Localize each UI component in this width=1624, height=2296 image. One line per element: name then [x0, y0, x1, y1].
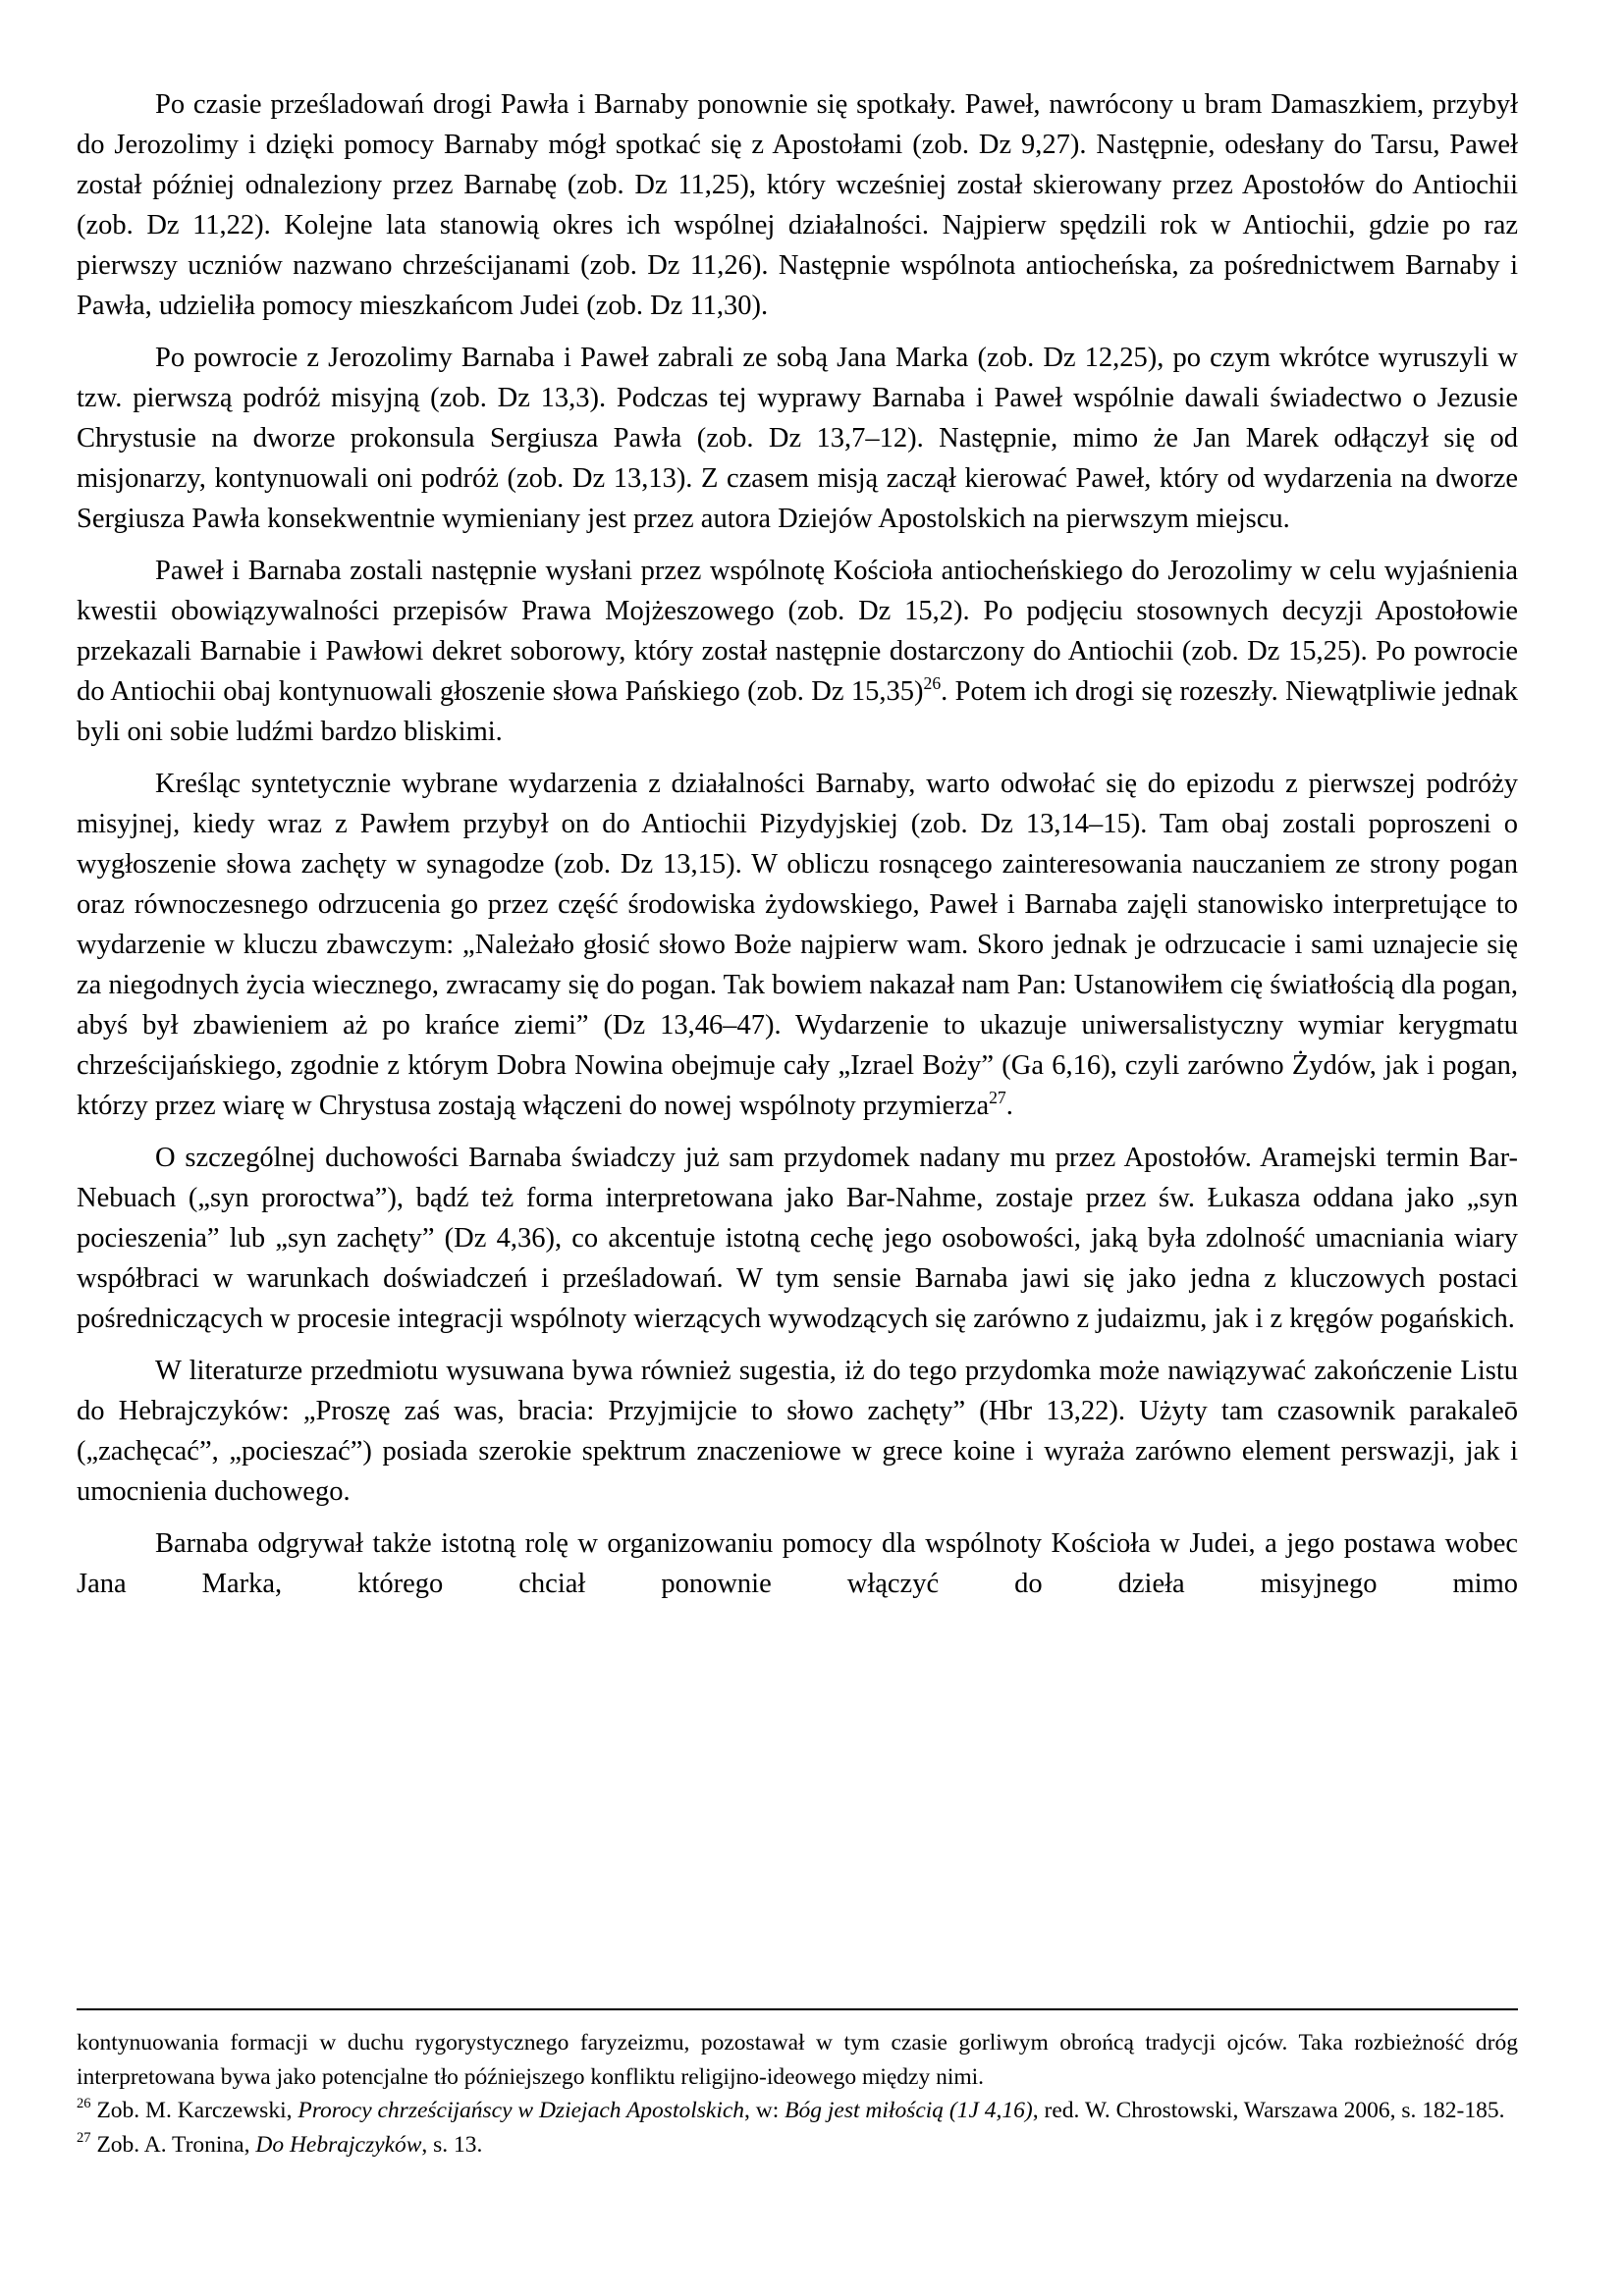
paragraph-7: Barnaba odgrywał także istotną rolę w organizowaniu pomocy dla wspólnoty Kościoła w Judei, a jego postawa wobec Jana Marka, którego chciał ponownie włączyć do dzieła misyjnego mimo — [77, 1528, 1518, 1599]
footnote-27 — [77, 2128, 1518, 2163]
paragraph-6: W literaturze przedmiotu wysuwana bywa również sugestia, iż do tego przydomka może nawiązywać zakończenie Listu do Hebrajczyków: „Proszę zaś was, bracia: Przyjmijcie to słowo zachęty” (Hbr 13,22). Użyty tam czasownik parakaleō („zachęcać”, „pocieszać”) posiada szerokie spektrum znaczeniowe w grece koine i wyraża zarówno element perswazji, jak i umocnienia duchowego. — [77, 1356, 1518, 1507]
footnote-number-26: 26 — [77, 2096, 91, 2112]
footnote-26-title-2: Bóg jest miłością (1J 4,16) — [785, 2098, 1033, 2123]
paragraph-4 — [77, 764, 1518, 1126]
footnote-26-prefix: Zob. M. Karczewski, — [90, 2098, 298, 2123]
footnote-26-mid: , w: — [744, 2098, 785, 2123]
footnote-ref-27[interactable]: 27 — [989, 1087, 1006, 1107]
paragraph-2: Po powrocie z Jerozolimy Barnaba i Paweł zabrali ze sobą Jana Marka (zob. Dz 12,25), po czym wkrótce wyruszyli w tzw. pierwszą podróż misyjną (zob. Dz 13,3). Podczas tej wyprawy Barnaba i Paweł wspólnie dawali świadectwo o Jezusie Chrystusie na dworze prokonsula Sergiusza Pawła (zob. Dz 13,7–12). Następnie, mimo że Jan Marek odłączył się od misjonarzy, kontynuowali oni podróż (zob. Dz 13,13). Z czasem misją zaczął kierować Paweł, który od wydarzenia na dworze Sergiusza Pawła konsekwentnie wymieniany jest przez autora Dziejów Apostolskich na pierwszym miejscu. — [77, 343, 1518, 534]
footnote-27-title: Do Hebrajczyków — [255, 2131, 422, 2158]
footnote-26 — [77, 2094, 1518, 2128]
footnotes — [77, 2026, 1518, 2162]
body-text — [77, 84, 1518, 1616]
paragraph-4-text: Kreśląc syntetycznie wybrane wydarzenia z działalności Barnaby, warto odwołać się do epizodu z pierwszej podróży misyjnej, kiedy wraz z Pawłem przybył on do Antiochii Pizydyjskiej (zob. Dz 13,14–15). Tam obaj zostali poproszeni o wygłoszenie słowa zachęty w synagodze (zob. Dz 13,15). W obliczu rosnącego zainteresowania nauczaniem ze strony pogan oraz równoczesnego odrzucenia go przez część środowiska żydowskiego, Paweł i Barnaba zajęli stanowisko interpretujące to wydarzenie w kluczu zbawczym: „Należało głosić słowo Boże najpierw wam. Skoro jednak je odrzucacie i sami uznajecie się za niegodnych życia wiecznego, zwracamy się do pogan. Tak bowiem nakazał nam Pan: Ustanowiłem cię światłością dla pogan, abyś był zbawieniem aż po krańce ziemi” (Dz 13,46–47). Wydarzenie to ukazuje uniwersalistyczny wymiar kerygmatu chrześcijańskiego, zgodnie z którym Dobra Nowina obejmuje cały „Izrael Boży” (Ga 6,16), czyli zarówno Żydów, jak i pogan, którzy przez wiarę w Chrystusa zostają włączeni do nowej wspólnoty przymierza — [77, 769, 1518, 1121]
paragraph-5: O szczególnej duchowości Barnaba świadczy już sam przydomek nadany mu przez Apostołów. Aramejski termin Bar-Nebuach („syn proroctwa”), bądź też forma interpretowana jako Bar-Nahme, zostaje przez św. Łukasza oddana jako „syn pocieszenia” lub „syn zachęty” (Dz 4,36), co akcentuje istotną cechę jego osobowości, jaką była zdolność umacniania wiary współbraci w warunkach doświadczeń i prześladowań. W tym sensie Barnaba jawi się jako jedna z kluczowych postaci pośredniczących w procesie integracji wspólnoty wierzących wywodzących się zarówno z judaizmu, jak i z kręgów pogańskich. — [77, 1143, 1518, 1334]
footnote-27-suffix: , s. 13. — [421, 2131, 483, 2158]
paragraph-3-text-end: . Potem ich drogi się rozeszły. Niewątpliwie jednak byli oni sobie ludźmi bardzo bliskimi. — [77, 676, 1518, 747]
footnote-26-title-1: Prorocy chrześcijańscy w Dziejach Apostolskich — [298, 2098, 745, 2123]
footnote-continuation: kontynuowania formacji w duchu rygorystycznego faryzeizmu, pozostawał w tym czasie gorliwym obrońcą tradycji ojców. Taka rozbieżność dróg interpretowana bywa jako potencjalne tło późniejszego konfliktu religijno-ideowego między nimi. — [77, 2030, 1518, 2090]
footnote-26-suffix: , red. W. Chrostowski, Warszawa 2006, s. 182-185. — [1032, 2098, 1505, 2123]
footnote-number-27: 27 — [77, 2129, 91, 2146]
footnote-separator — [77, 2008, 1518, 2010]
footnote-27-prefix: Zob. A. Tronina, — [90, 2131, 256, 2158]
footnote-ref-26[interactable]: 26 — [923, 672, 942, 693]
paragraph-3 — [77, 551, 1518, 752]
paragraph-4-text-end: . — [1005, 1091, 1013, 1121]
paragraph-1: Po czasie prześladowań drogi Pawła i Barnaby ponownie się spotkały. Paweł, nawrócony u bram Damaszkiem, przybył do Jerozolimy i dzięki pomocy Barnaby mógł spotkać się z Apostołami (zob. Dz 9,27). Następnie, odesłany do Tarsu, Paweł został później odnaleziony przez Barnabę (zob. Dz 11,25), który wcześniej został skierowany przez Apostołów do Antiochii (zob. Dz 11,22). Kolejne lata stanowią okres ich wspólnej działalności. Najpierw spędzili rok w Antiochii, gdzie po raz pierwszy uczniów nazwano chrześcijanami (zob. Dz 11,26). Następnie wspólnota antiocheńska, za pośrednictwem Barnaby i Pawła, udzieliła pomocy mieszkańcom Judei (zob. Dz 11,30). — [77, 89, 1518, 321]
paragraph-3-text: Paweł i Barnaba zostali następnie wysłani przez wspólnotę Kościoła antiocheńskiego do Jerozolimy w celu wyjaśnienia kwestii obowiązywalności przepisów Prawa Mojżeszowego (zob. Dz 15,2). Po podjęciu stosownych decyzji Apostołowie przekazali Barnabie i Pawłowi dekret soborowy, który został następnie dostarczony do Antiochii (zob. Dz 15,25). Po powrocie do Antiochii obaj kontynuowali głoszenie słowa Pańskiego (zob. Dz 15,35) — [77, 556, 1518, 707]
